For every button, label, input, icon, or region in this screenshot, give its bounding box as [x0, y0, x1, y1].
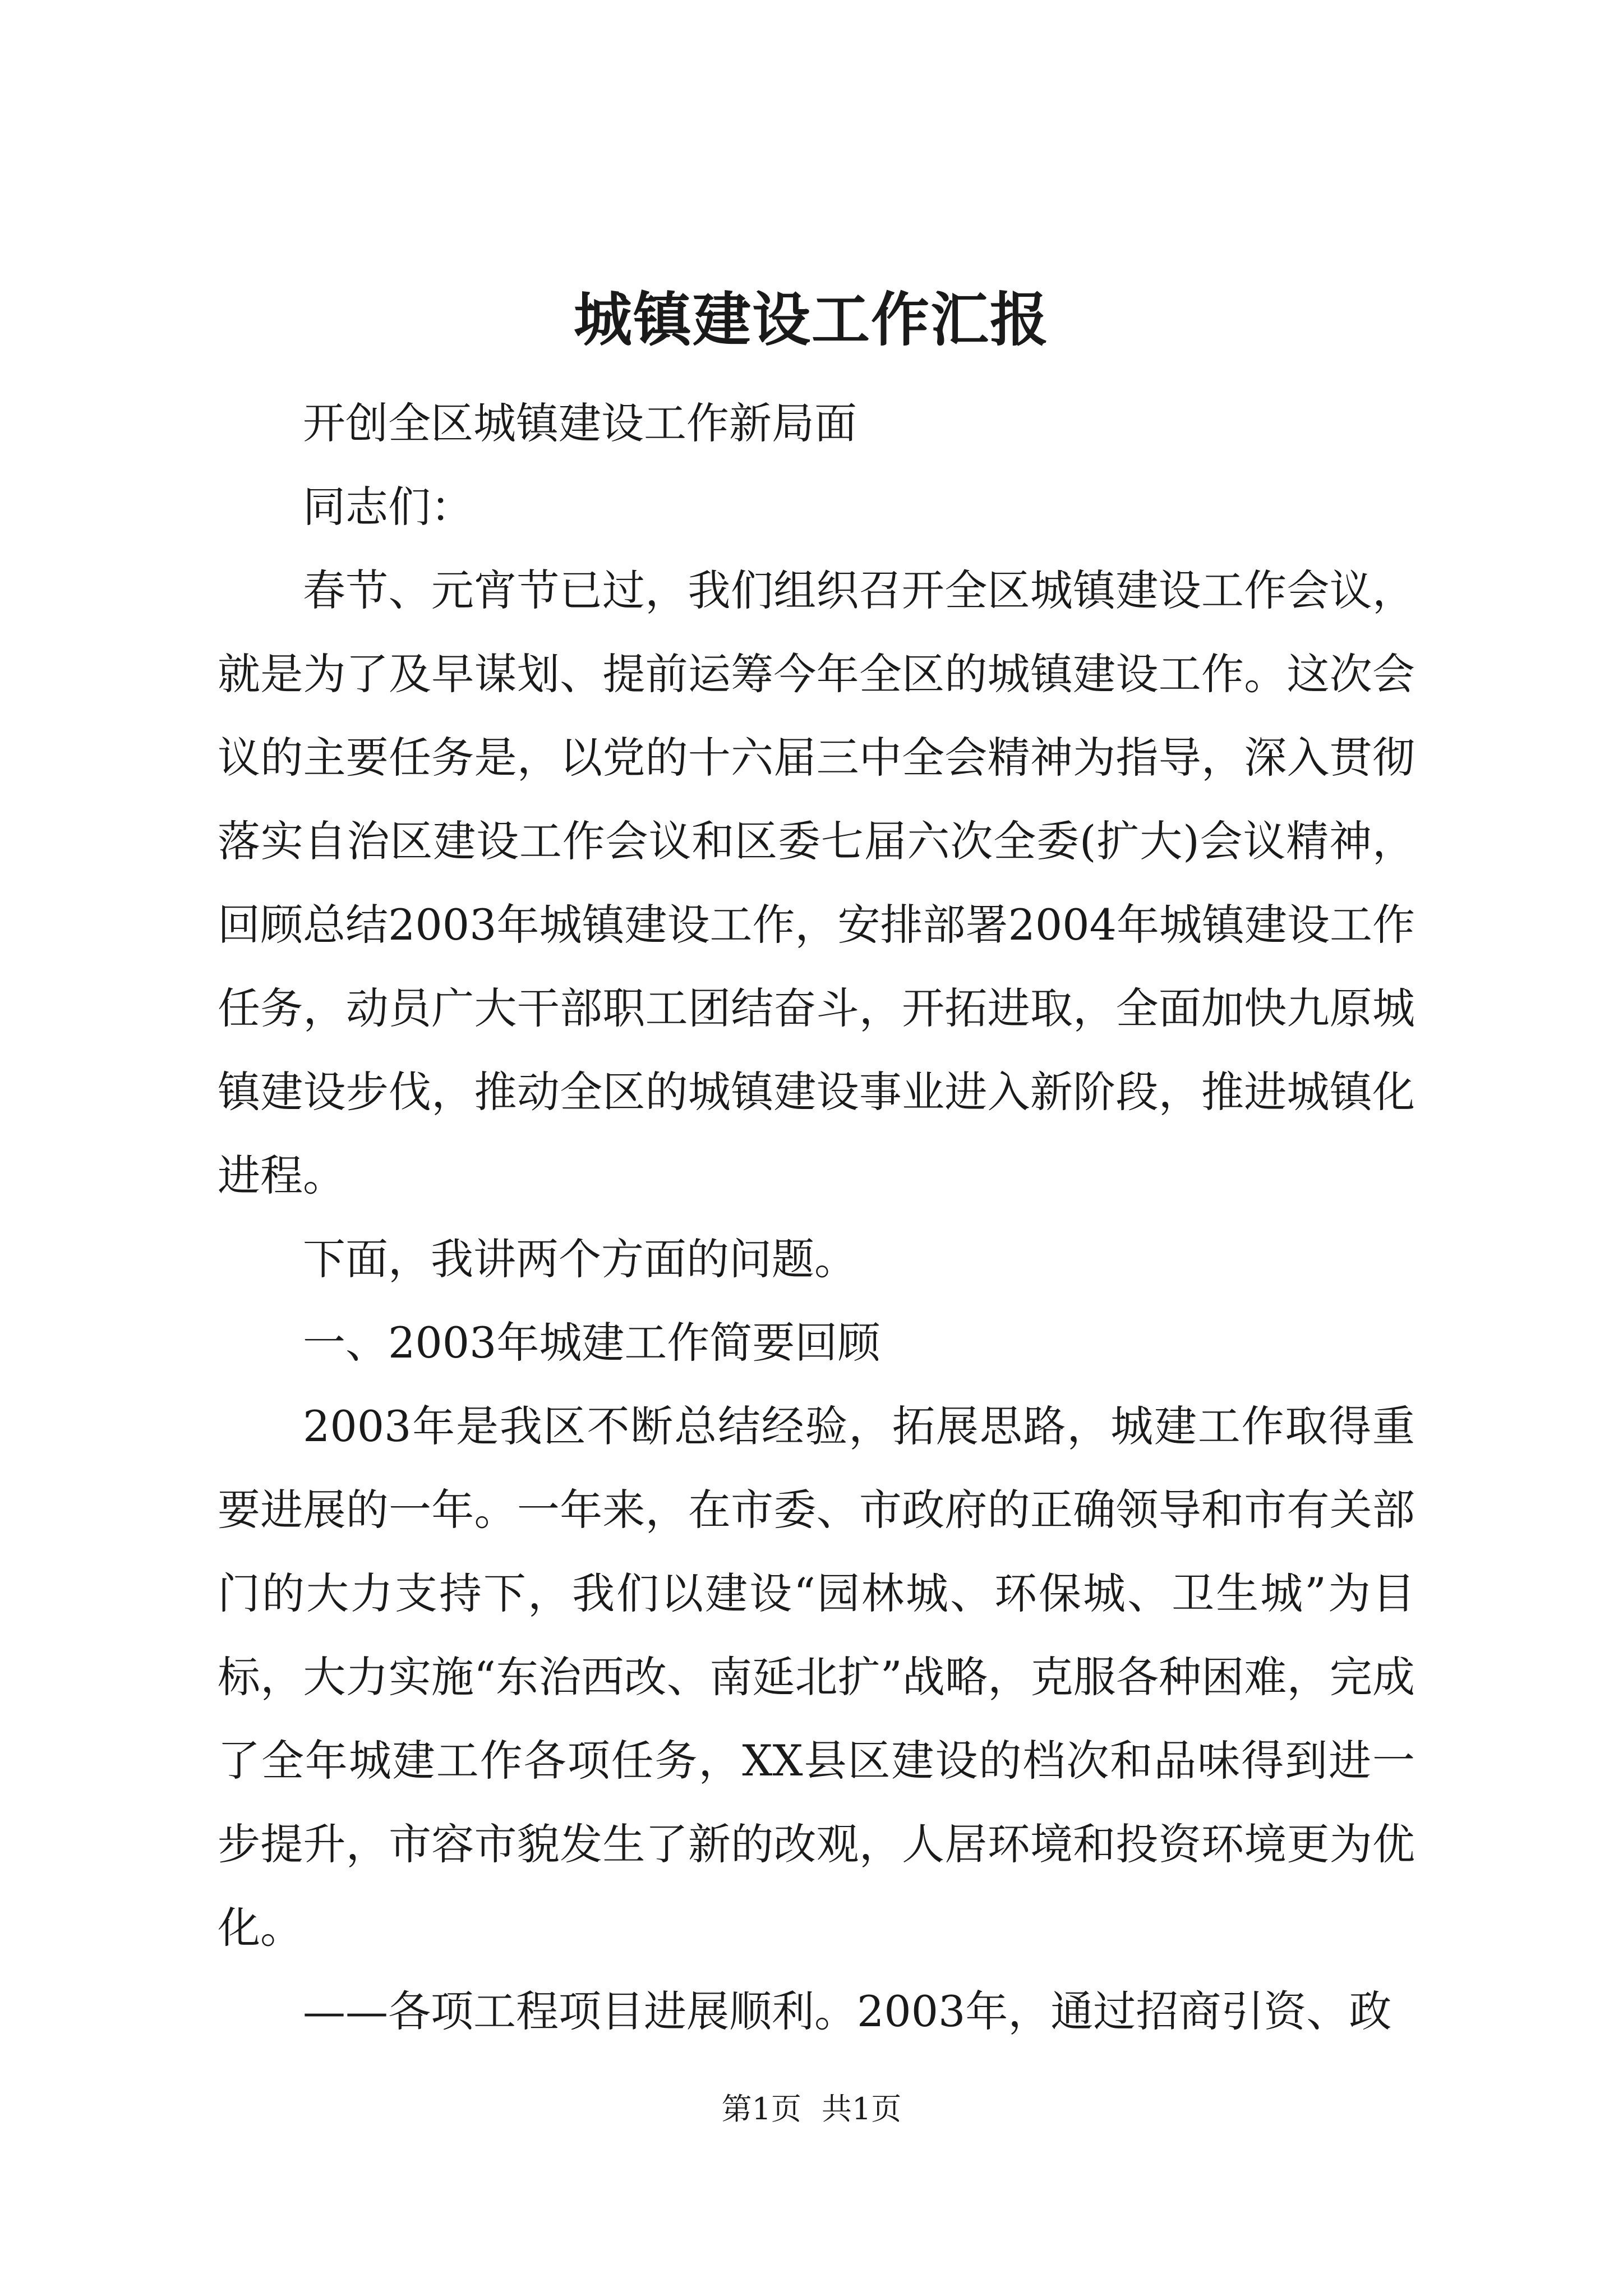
review-paragraph: 2003年是我区不断总结经验，拓展思路，城建工作取得重要进展的一年。一年来，在市委、市政府的正确领导和市有关部门的大力支持下，我们以建设“园林城、环保城、卫生城”为目标，大力实施“东治西改、南延北扩”战略，克服各种困难，完成了全年城建工作各项任务，XX县区建设的档次和品味得到进一步提升，市容市貌发生了新的改观，人居环境和投资环境更为优化。	[218, 1401, 1415, 1953]
subtitle-paragraph: 开创全区城镇建设工作新局面	[303, 398, 857, 448]
document-body	[218, 381, 1415, 2053]
page-number: 第1页	[721, 2091, 801, 2127]
page-footer	[0, 2090, 1623, 2129]
outline-paragraph: 下面，我讲两个方面的问题。	[303, 1234, 857, 1284]
section-heading: 一、2003年城建工作简要回顾	[303, 1318, 880, 1368]
page-total: 共1页	[822, 2091, 902, 2127]
projects-paragraph: ——各项工程项目进展顺利。2003年，通过招商引资、政	[303, 1986, 1392, 2036]
salutation-paragraph: 同志们：	[303, 482, 473, 532]
document-title: 城镇建设工作汇报	[573, 285, 1049, 354]
intro-paragraph: 春节、元宵节已过，我们组织召开全区城镇建设工作会议，就是为了及早谋划、提前运筹今年全区的城镇建设工作。这次会议的主要任务是，以党的十六届三中全会精神为指导，深入贯彻落实自治区建设工作会议和区委七届六次全委(扩大)会议精神，回顾总结2003年城镇建设工作，安排部署2004年城镇建设工作任务，动员广大干部职工团结奋斗，开拓进取，全面加快九原城镇建设步伐，推动全区的城镇建设事业进入新阶段，推进城镇化进程。	[218, 565, 1415, 1200]
